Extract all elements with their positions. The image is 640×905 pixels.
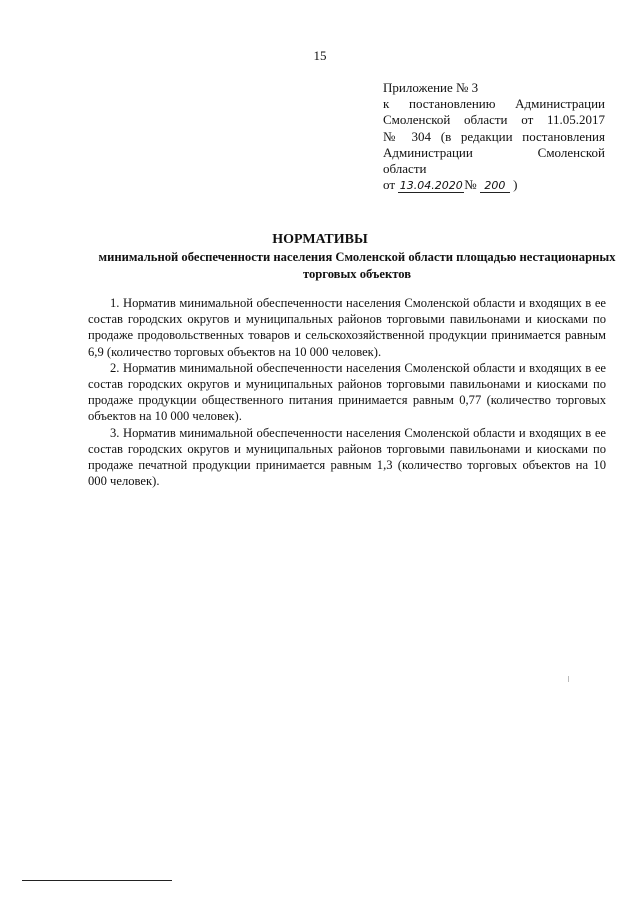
- appendix-line: Администрации Смоленской: [383, 144, 605, 160]
- handwritten-date: 13.04.2020: [399, 179, 463, 193]
- appendix-line: Смоленской области от 11.05.2017: [383, 112, 605, 128]
- paragraph: 3. Норматив минимальной обеспеченности населения Смоленской области и входящих в ее состав городских округов и муниципальных районов торговыми павильонами и киосками по продаже печатной продукции принимается равным 1,3 (количество торговых объектов на 10 000 человек).: [88, 425, 606, 489]
- appendix-line: области: [383, 161, 427, 177]
- document-body: [88, 295, 606, 489]
- appendix-line: к постановлению Администрации: [383, 96, 605, 112]
- appendix-date-line: [383, 177, 605, 193]
- paragraph: 1. Норматив минимальной обеспеченности населения Смоленской области и входящих в ее состав городских округов и муниципальных районов торговыми павильонами и киосками по продаже продовольственных товаров и сельскохозяйственной продукции принимается равным 6,9 (количество торговых объектов на 10 000 человек).: [88, 296, 606, 359]
- appendix-title: Приложение № 3: [383, 80, 479, 95]
- page-number: 15: [313, 48, 327, 63]
- document-subtitle: минимальной обеспеченности населения Смоленской области площадью нестационарных торговых объектов: [98, 250, 616, 281]
- scan-speck: [568, 676, 569, 682]
- document-title: НОРМАТИВЫ: [272, 232, 368, 247]
- footnote-rule: [22, 880, 172, 881]
- date-prefix: от: [383, 177, 396, 193]
- appendix-line: № 304 (в редакции постановления: [383, 128, 605, 144]
- number-sign: №: [464, 177, 477, 193]
- paragraph: 2. Норматив минимальной обеспеченности населения Смоленской области и входящих в ее состав городских округов и муниципальных районов торговыми павильонами и киосками по продаже продукции общественного питания принимается равным 0,77 (количество торговых объектов на 10 000 человек).: [88, 360, 606, 424]
- appendix-block: [383, 80, 605, 193]
- closing-paren: ): [513, 177, 518, 193]
- handwritten-number: 200: [480, 180, 510, 193]
